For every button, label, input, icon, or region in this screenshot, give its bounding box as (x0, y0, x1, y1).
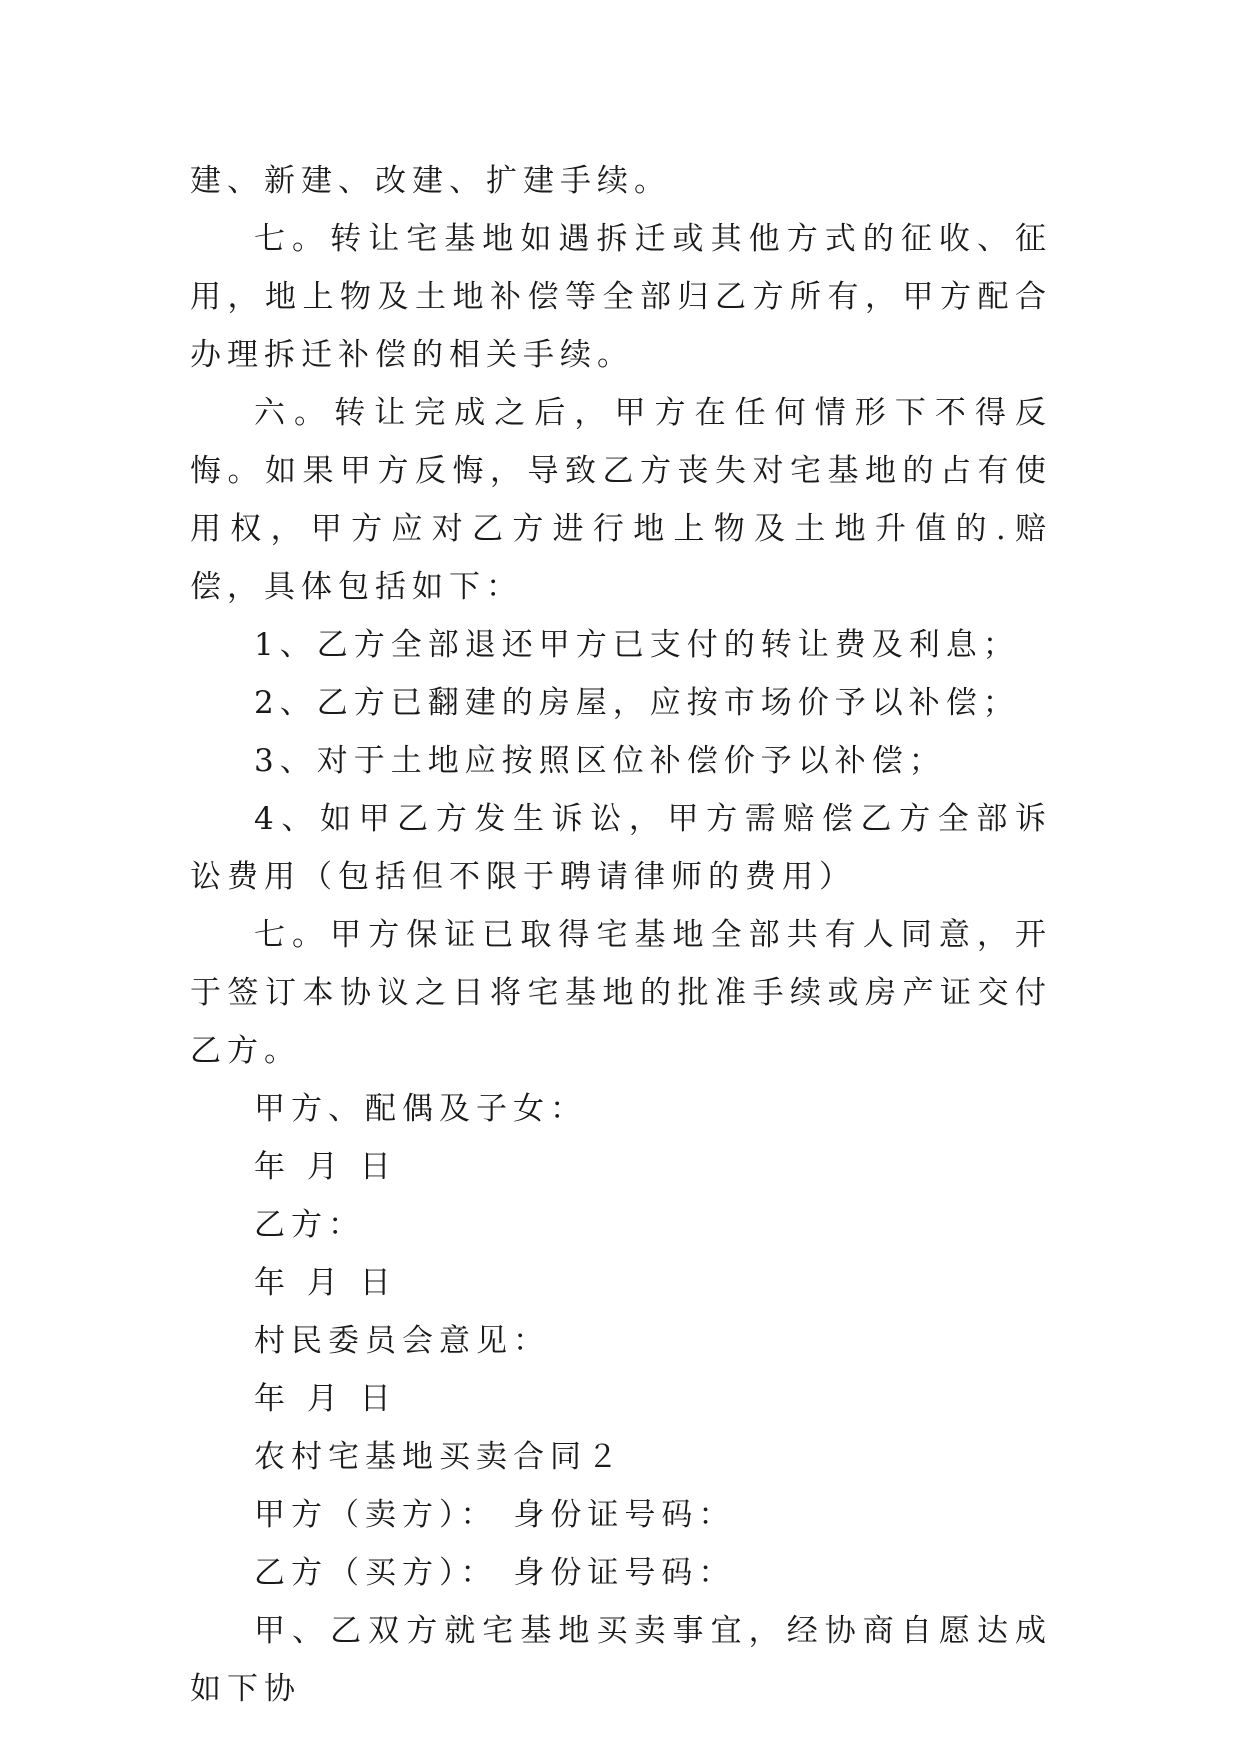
party-a-signature-label: 甲方、配偶及子女： (254, 1091, 587, 1127)
date-line: 年 月 日 (254, 1381, 397, 1417)
compensation-item-3: 3、对于土地应按照区位补偿价予以补偿； (254, 743, 946, 779)
village-committee-label: 村民委员会意见： (254, 1323, 550, 1359)
paragraph-continuation: 建、新建、改建、扩建手续。 (190, 163, 671, 199)
party-a-seller-line: 甲方（卖方）： 身份证号码： (254, 1497, 736, 1533)
contract-title-2: 农村宅基地买卖合同２ (254, 1439, 624, 1475)
document-body (190, 152, 1052, 1718)
date-line: 年 月 日 (254, 1149, 397, 1185)
compensation-item-4: 4、如甲乙方发生诉讼，甲方需赔偿乙方全部诉讼费用（包括但不限于聘请律师的费用） (190, 801, 1052, 895)
agreement-intro: 甲、乙双方就宅基地买卖事宜，经协商自愿达成如下协 (190, 1613, 1052, 1707)
compensation-item-2: 2、乙方已翻建的房屋，应按市场价予以补偿； (254, 685, 1020, 721)
party-b-buyer-line: 乙方（买方）： 身份证号码： (254, 1555, 736, 1591)
date-line: 年 月 日 (254, 1265, 397, 1301)
clause-seven-consent: 七。甲方保证已取得宅基地全部共有人同意，开于签订本协议之日将宅基地的批准手续或房产证交付乙方。 (190, 917, 1052, 1069)
party-b-signature-label: 乙方： (254, 1207, 365, 1243)
clause-seven-demolition: 七。转让宅基地如遇拆迁或其他方式的征收、征用，地上物及土地补偿等全部归乙方所有，甲方配合办理拆迁补偿的相关手续。 (190, 221, 1052, 373)
compensation-item-1: 1、乙方全部退还甲方已支付的转让费及利息； (254, 627, 1020, 663)
clause-six-no-regret: 六。转让完成之后，甲方在任何情形下不得反悔。如果甲方反悔，导致乙方丧失对宅基地的占有使用权，甲方应对乙方进行地上物及土地升值的.赔偿，具体包括如下： (190, 395, 1052, 605)
